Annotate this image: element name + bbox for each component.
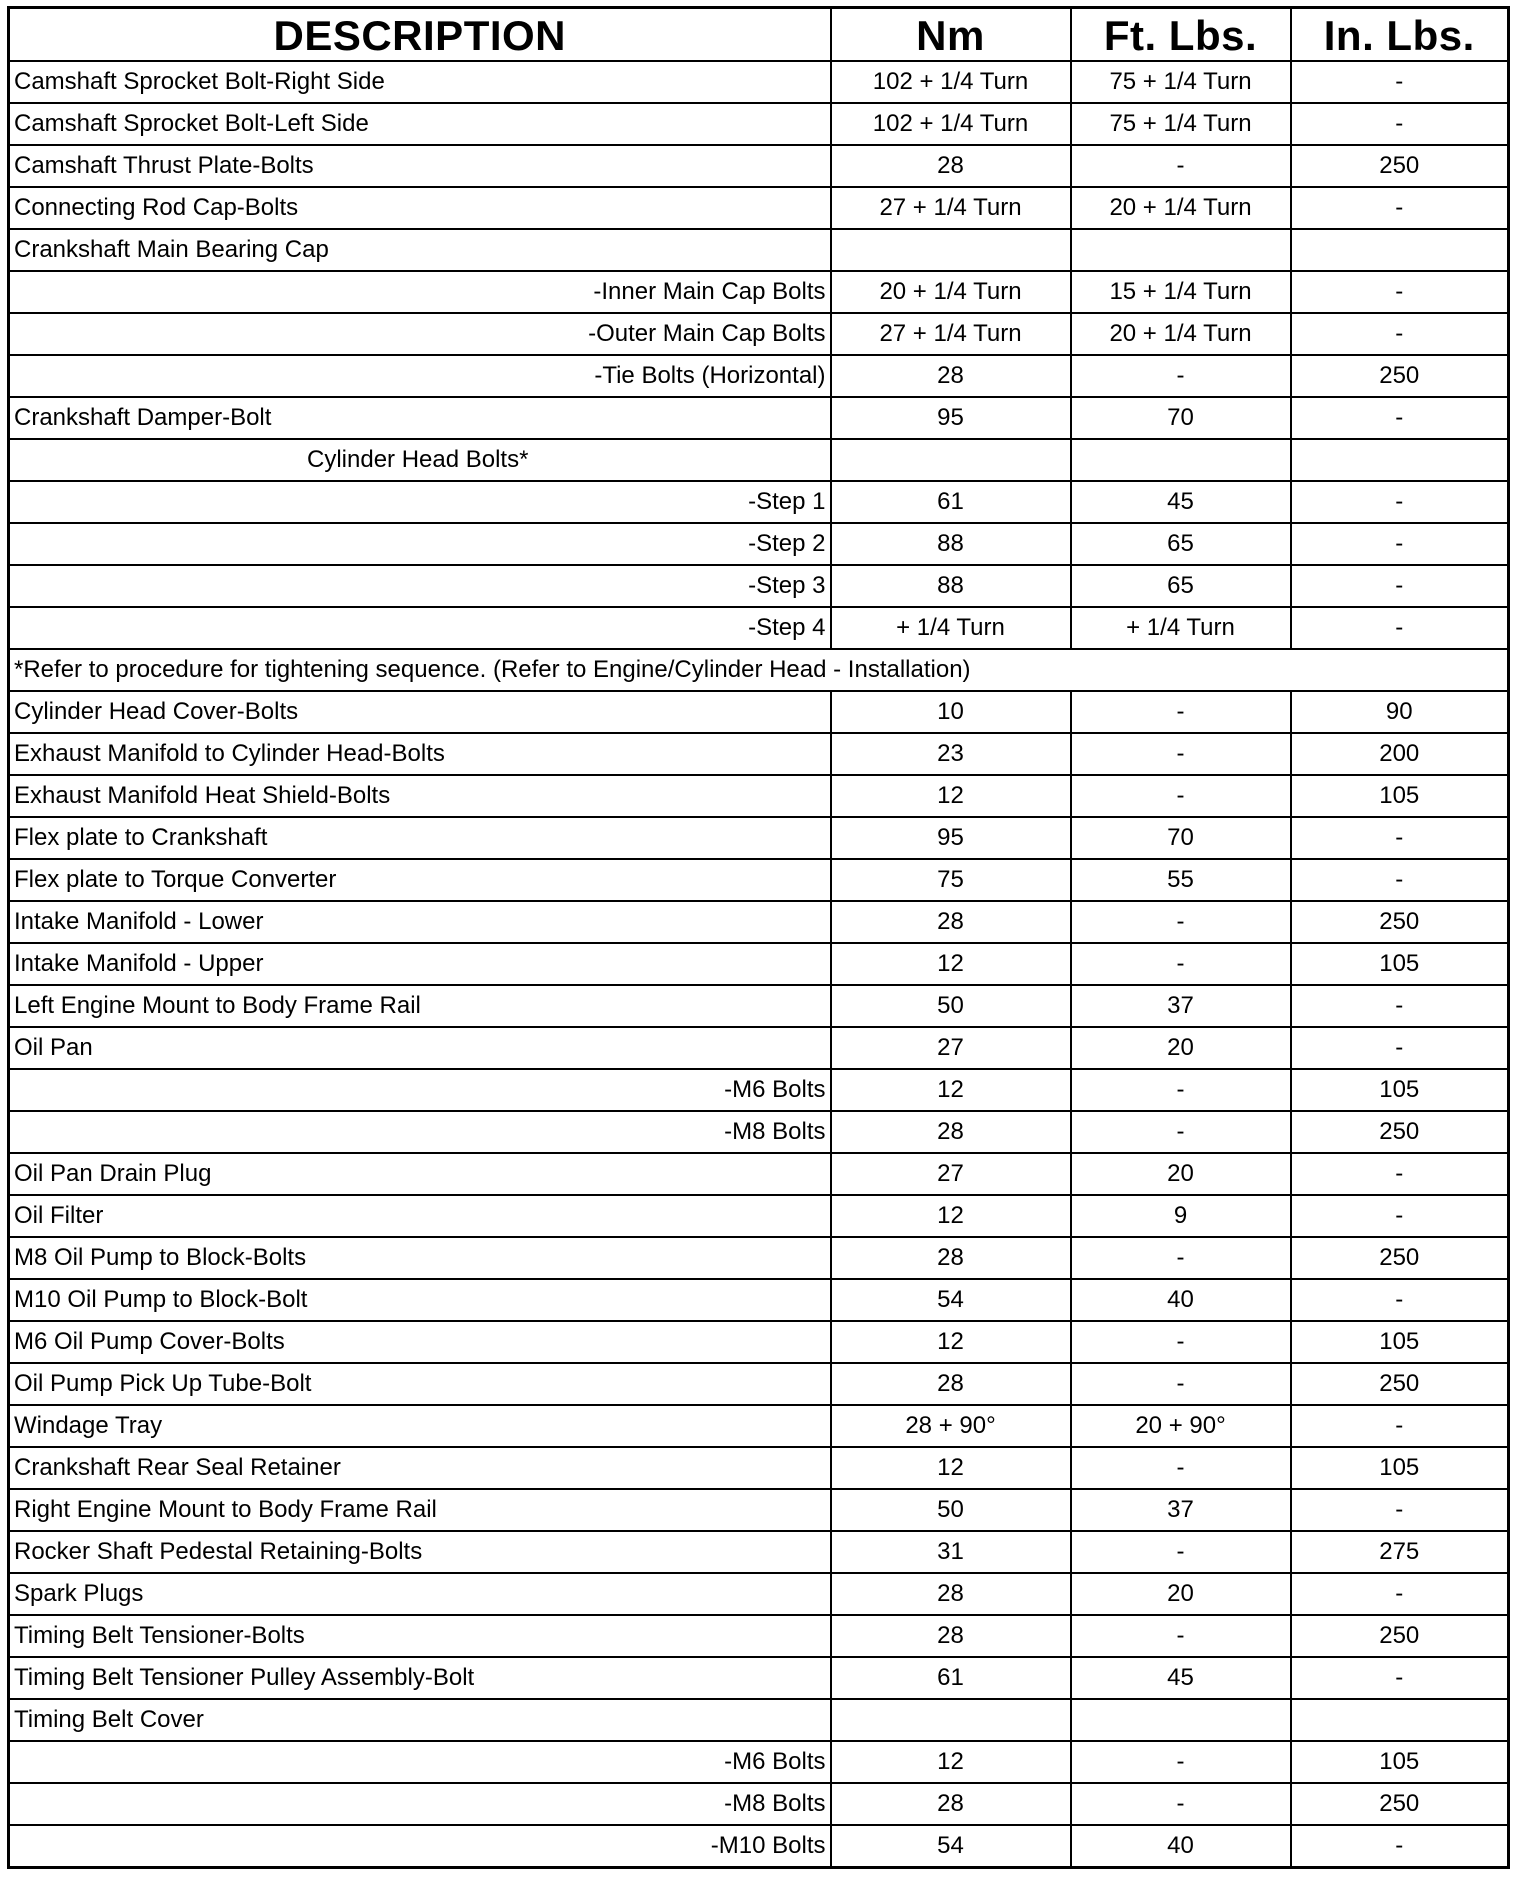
nm-value-cell: 28 xyxy=(831,1573,1071,1615)
table-row xyxy=(9,985,1509,1027)
table-row xyxy=(9,1321,1509,1363)
description-cell: Exhaust Manifold Heat Shield-Bolts xyxy=(9,775,831,817)
in-lbs-value-cell: 250 xyxy=(1291,901,1509,943)
description-cell: -M8 Bolts xyxy=(9,1783,831,1825)
table-row xyxy=(9,943,1509,985)
ft-lbs-value-cell: 9 xyxy=(1071,1195,1291,1237)
header-nm: Nm xyxy=(831,8,1071,62)
in-lbs-value-cell: - xyxy=(1291,817,1509,859)
description-cell: -Outer Main Cap Bolts xyxy=(9,313,831,355)
table-row xyxy=(9,61,1509,103)
in-lbs-value-cell: - xyxy=(1291,61,1509,103)
description-cell: -Step 1 xyxy=(9,481,831,523)
nm-value-cell: 27 + 1/4 Turn xyxy=(831,313,1071,355)
ft-lbs-value-cell: 40 xyxy=(1071,1279,1291,1321)
description-cell: M10 Oil Pump to Block-Bolt xyxy=(9,1279,831,1321)
ft-lbs-value-cell: - xyxy=(1071,1237,1291,1279)
nm-value-cell: 28 + 90° xyxy=(831,1405,1071,1447)
ft-lbs-value-cell: - xyxy=(1071,1741,1291,1783)
ft-lbs-value-cell: 37 xyxy=(1071,1489,1291,1531)
nm-value-cell: 28 xyxy=(831,145,1071,187)
ft-lbs-value-cell: - xyxy=(1071,733,1291,775)
in-lbs-value-cell: - xyxy=(1291,1489,1509,1531)
in-lbs-value-cell: - xyxy=(1291,1825,1509,1868)
description-cell: Oil Pan Drain Plug xyxy=(9,1153,831,1195)
description-cell: Crankshaft Main Bearing Cap xyxy=(9,229,831,271)
nm-value-cell: 102 + 1/4 Turn xyxy=(831,61,1071,103)
table-row xyxy=(9,355,1509,397)
table-row xyxy=(9,481,1509,523)
ft-lbs-value-cell: - xyxy=(1071,775,1291,817)
nm-value-cell: 12 xyxy=(831,1741,1071,1783)
description-cell: Right Engine Mount to Body Frame Rail xyxy=(9,1489,831,1531)
in-lbs-value-cell xyxy=(1291,439,1509,481)
ft-lbs-value-cell: 75 + 1/4 Turn xyxy=(1071,61,1291,103)
in-lbs-value-cell: - xyxy=(1291,607,1509,649)
in-lbs-value-cell: 250 xyxy=(1291,1615,1509,1657)
nm-value-cell: 12 xyxy=(831,1321,1071,1363)
nm-value-cell: 54 xyxy=(831,1825,1071,1868)
ft-lbs-value-cell: - xyxy=(1071,1363,1291,1405)
description-cell: Crankshaft Rear Seal Retainer xyxy=(9,1447,831,1489)
nm-value-cell: 95 xyxy=(831,397,1071,439)
nm-value-cell xyxy=(831,229,1071,271)
description-cell: Camshaft Sprocket Bolt-Right Side xyxy=(9,61,831,103)
description-cell: Cylinder Head Cover-Bolts xyxy=(9,691,831,733)
table-row xyxy=(9,523,1509,565)
description-cell: M8 Oil Pump to Block-Bolts xyxy=(9,1237,831,1279)
nm-value-cell: 95 xyxy=(831,817,1071,859)
description-cell: -M6 Bolts xyxy=(9,1069,831,1111)
in-lbs-value-cell: - xyxy=(1291,1027,1509,1069)
nm-value-cell xyxy=(831,439,1071,481)
ft-lbs-value-cell: 65 xyxy=(1071,565,1291,607)
table-row xyxy=(9,313,1509,355)
table-row xyxy=(9,145,1509,187)
in-lbs-value-cell: 105 xyxy=(1291,775,1509,817)
description-cell: Flex plate to Crankshaft xyxy=(9,817,831,859)
description-cell: M6 Oil Pump Cover-Bolts xyxy=(9,1321,831,1363)
description-cell: Windage Tray xyxy=(9,1405,831,1447)
in-lbs-value-cell xyxy=(1291,1699,1509,1741)
ft-lbs-value-cell: 20 + 1/4 Turn xyxy=(1071,187,1291,229)
in-lbs-value-cell: - xyxy=(1291,103,1509,145)
note-row xyxy=(9,649,1509,691)
table-row xyxy=(9,859,1509,901)
table-row xyxy=(9,817,1509,859)
table-body xyxy=(9,61,1509,1868)
ft-lbs-value-cell: 70 xyxy=(1071,397,1291,439)
description-cell: Intake Manifold - Upper xyxy=(9,943,831,985)
table-row xyxy=(9,1615,1509,1657)
table-row xyxy=(9,607,1509,649)
description-cell: Connecting Rod Cap-Bolts xyxy=(9,187,831,229)
table-row xyxy=(9,565,1509,607)
ft-lbs-value-cell: 45 xyxy=(1071,481,1291,523)
table-row xyxy=(9,1573,1509,1615)
table-row xyxy=(9,229,1509,271)
table-row xyxy=(9,397,1509,439)
nm-value-cell: 28 xyxy=(831,1363,1071,1405)
table-row xyxy=(9,1657,1509,1699)
ft-lbs-value-cell: - xyxy=(1071,145,1291,187)
table-row xyxy=(9,1783,1509,1825)
nm-value-cell xyxy=(831,1699,1071,1741)
header-description: DESCRIPTION xyxy=(9,8,831,62)
table-row xyxy=(9,271,1509,313)
table-row xyxy=(9,1741,1509,1783)
ft-lbs-value-cell: 20 + 1/4 Turn xyxy=(1071,313,1291,355)
description-cell: Oil Pump Pick Up Tube-Bolt xyxy=(9,1363,831,1405)
ft-lbs-value-cell: 15 + 1/4 Turn xyxy=(1071,271,1291,313)
nm-value-cell: 10 xyxy=(831,691,1071,733)
ft-lbs-value-cell xyxy=(1071,229,1291,271)
ft-lbs-value-cell: 40 xyxy=(1071,1825,1291,1868)
table-row xyxy=(9,1279,1509,1321)
ft-lbs-value-cell: 75 + 1/4 Turn xyxy=(1071,103,1291,145)
description-cell: -M10 Bolts xyxy=(9,1825,831,1868)
table-row xyxy=(9,1111,1509,1153)
description-cell: -Tie Bolts (Horizontal) xyxy=(9,355,831,397)
in-lbs-value-cell: - xyxy=(1291,1657,1509,1699)
in-lbs-value-cell: - xyxy=(1291,985,1509,1027)
nm-value-cell: 61 xyxy=(831,1657,1071,1699)
ft-lbs-value-cell: - xyxy=(1071,901,1291,943)
table-row xyxy=(9,1153,1509,1195)
in-lbs-value-cell: 105 xyxy=(1291,1447,1509,1489)
table-row xyxy=(9,439,1509,481)
ft-lbs-value-cell xyxy=(1071,439,1291,481)
in-lbs-value-cell: 250 xyxy=(1291,145,1509,187)
in-lbs-value-cell: 250 xyxy=(1291,355,1509,397)
in-lbs-value-cell: - xyxy=(1291,523,1509,565)
nm-value-cell: 28 xyxy=(831,355,1071,397)
in-lbs-value-cell: - xyxy=(1291,1573,1509,1615)
in-lbs-value-cell: - xyxy=(1291,481,1509,523)
in-lbs-value-cell: 250 xyxy=(1291,1783,1509,1825)
in-lbs-value-cell: 250 xyxy=(1291,1111,1509,1153)
nm-value-cell: 20 + 1/4 Turn xyxy=(831,271,1071,313)
description-cell: -M8 Bolts xyxy=(9,1111,831,1153)
description-cell: Intake Manifold - Lower xyxy=(9,901,831,943)
nm-value-cell: 28 xyxy=(831,1111,1071,1153)
in-lbs-value-cell: - xyxy=(1291,1153,1509,1195)
nm-value-cell: 31 xyxy=(831,1531,1071,1573)
in-lbs-value-cell: 200 xyxy=(1291,733,1509,775)
in-lbs-value-cell: - xyxy=(1291,1405,1509,1447)
in-lbs-value-cell: - xyxy=(1291,397,1509,439)
header-row xyxy=(9,8,1509,62)
in-lbs-value-cell: - xyxy=(1291,271,1509,313)
header-ft-lbs: Ft. Lbs. xyxy=(1071,8,1291,62)
ft-lbs-value-cell: - xyxy=(1071,1447,1291,1489)
description-cell: -Inner Main Cap Bolts xyxy=(9,271,831,313)
ft-lbs-value-cell: - xyxy=(1071,1069,1291,1111)
nm-value-cell: 28 xyxy=(831,901,1071,943)
in-lbs-value-cell: - xyxy=(1291,1279,1509,1321)
ft-lbs-value-cell: 37 xyxy=(1071,985,1291,1027)
table-row xyxy=(9,775,1509,817)
ft-lbs-value-cell: - xyxy=(1071,1321,1291,1363)
description-cell: Camshaft Sprocket Bolt-Left Side xyxy=(9,103,831,145)
table-row xyxy=(9,1363,1509,1405)
table-row xyxy=(9,1027,1509,1069)
nm-value-cell: 27 xyxy=(831,1027,1071,1069)
nm-value-cell: 28 xyxy=(831,1783,1071,1825)
description-cell: Timing Belt Cover xyxy=(9,1699,831,1741)
ft-lbs-value-cell: - xyxy=(1071,691,1291,733)
table-row xyxy=(9,1489,1509,1531)
nm-value-cell: 12 xyxy=(831,775,1071,817)
description-cell: -Step 4 xyxy=(9,607,831,649)
nm-value-cell: 50 xyxy=(831,985,1071,1027)
table-row xyxy=(9,1699,1509,1741)
nm-value-cell: 12 xyxy=(831,1447,1071,1489)
in-lbs-value-cell: 105 xyxy=(1291,943,1509,985)
header-in-lbs: In. Lbs. xyxy=(1291,8,1509,62)
ft-lbs-value-cell: 55 xyxy=(1071,859,1291,901)
nm-value-cell: 102 + 1/4 Turn xyxy=(831,103,1071,145)
nm-value-cell: 23 xyxy=(831,733,1071,775)
nm-value-cell: 12 xyxy=(831,1195,1071,1237)
description-cell: -M6 Bolts xyxy=(9,1741,831,1783)
table-row xyxy=(9,1195,1509,1237)
in-lbs-value-cell xyxy=(1291,229,1509,271)
ft-lbs-value-cell: 20 + 90° xyxy=(1071,1405,1291,1447)
in-lbs-value-cell: - xyxy=(1291,1195,1509,1237)
nm-value-cell: + 1/4 Turn xyxy=(831,607,1071,649)
torque-spec-table xyxy=(7,6,1510,1869)
description-cell: Oil Pan xyxy=(9,1027,831,1069)
ft-lbs-value-cell: 70 xyxy=(1071,817,1291,859)
description-cell: Exhaust Manifold to Cylinder Head-Bolts xyxy=(9,733,831,775)
in-lbs-value-cell: 105 xyxy=(1291,1741,1509,1783)
description-cell: Rocker Shaft Pedestal Retaining-Bolts xyxy=(9,1531,831,1573)
table-row xyxy=(9,1069,1509,1111)
in-lbs-value-cell: 275 xyxy=(1291,1531,1509,1573)
nm-value-cell: 61 xyxy=(831,481,1071,523)
nm-value-cell: 75 xyxy=(831,859,1071,901)
description-cell: -Step 2 xyxy=(9,523,831,565)
ft-lbs-value-cell: - xyxy=(1071,1615,1291,1657)
ft-lbs-value-cell xyxy=(1071,1699,1291,1741)
ft-lbs-value-cell: + 1/4 Turn xyxy=(1071,607,1291,649)
in-lbs-value-cell: 250 xyxy=(1291,1363,1509,1405)
ft-lbs-value-cell: - xyxy=(1071,943,1291,985)
in-lbs-value-cell: 105 xyxy=(1291,1321,1509,1363)
in-lbs-value-cell: - xyxy=(1291,859,1509,901)
description-cell: Crankshaft Damper-Bolt xyxy=(9,397,831,439)
table-row xyxy=(9,1405,1509,1447)
nm-value-cell: 27 xyxy=(831,1153,1071,1195)
table-row xyxy=(9,1237,1509,1279)
in-lbs-value-cell: - xyxy=(1291,565,1509,607)
ft-lbs-value-cell: 20 xyxy=(1071,1573,1291,1615)
nm-value-cell: 28 xyxy=(831,1615,1071,1657)
in-lbs-value-cell: 90 xyxy=(1291,691,1509,733)
table-row xyxy=(9,187,1509,229)
in-lbs-value-cell: 250 xyxy=(1291,1237,1509,1279)
table-row xyxy=(9,1825,1509,1868)
table-row xyxy=(9,691,1509,733)
description-cell: Left Engine Mount to Body Frame Rail xyxy=(9,985,831,1027)
ft-lbs-value-cell: 20 xyxy=(1071,1153,1291,1195)
description-cell: Timing Belt Tensioner Pulley Assembly-Bolt xyxy=(9,1657,831,1699)
ft-lbs-value-cell: 65 xyxy=(1071,523,1291,565)
in-lbs-value-cell: 105 xyxy=(1291,1069,1509,1111)
ft-lbs-value-cell: - xyxy=(1071,1783,1291,1825)
table-row xyxy=(9,1531,1509,1573)
nm-value-cell: 27 + 1/4 Turn xyxy=(831,187,1071,229)
description-cell: Cylinder Head Bolts* xyxy=(9,439,831,481)
nm-value-cell: 12 xyxy=(831,1069,1071,1111)
in-lbs-value-cell: - xyxy=(1291,313,1509,355)
table-row xyxy=(9,103,1509,145)
description-cell: -Step 3 xyxy=(9,565,831,607)
ft-lbs-value-cell: - xyxy=(1071,1531,1291,1573)
description-cell: Flex plate to Torque Converter xyxy=(9,859,831,901)
description-cell: Spark Plugs xyxy=(9,1573,831,1615)
nm-value-cell: 88 xyxy=(831,565,1071,607)
ft-lbs-value-cell: 20 xyxy=(1071,1027,1291,1069)
nm-value-cell: 12 xyxy=(831,943,1071,985)
table-row xyxy=(9,1447,1509,1489)
description-cell: Timing Belt Tensioner-Bolts xyxy=(9,1615,831,1657)
nm-value-cell: 28 xyxy=(831,1237,1071,1279)
in-lbs-value-cell: - xyxy=(1291,187,1509,229)
table-row xyxy=(9,901,1509,943)
footnote-text: *Refer to procedure for tightening sequence. (Refer to Engine/Cylinder Head - Installation) xyxy=(9,649,1509,691)
ft-lbs-value-cell: - xyxy=(1071,1111,1291,1153)
nm-value-cell: 88 xyxy=(831,523,1071,565)
description-cell: Oil Filter xyxy=(9,1195,831,1237)
nm-value-cell: 54 xyxy=(831,1279,1071,1321)
nm-value-cell: 50 xyxy=(831,1489,1071,1531)
ft-lbs-value-cell: - xyxy=(1071,355,1291,397)
table-row xyxy=(9,733,1509,775)
description-cell: Camshaft Thrust Plate-Bolts xyxy=(9,145,831,187)
ft-lbs-value-cell: 45 xyxy=(1071,1657,1291,1699)
